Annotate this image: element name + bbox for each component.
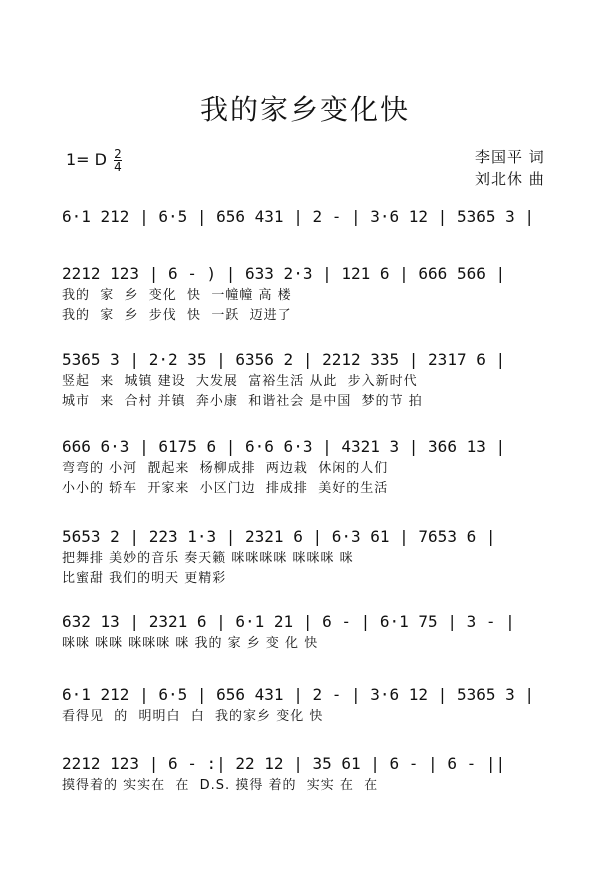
key-prefix: 1= D: [66, 150, 107, 169]
score-system: [62, 435, 550, 499]
note-line: 6·1 212 | 6·5 | 656 431 | 2 - | 3·6 12 | 5365 3 |: [62, 685, 535, 704]
time-denominator: 4: [114, 160, 122, 174]
score-system: [62, 348, 550, 412]
score-system: [62, 752, 550, 796]
note-line: 2212 123 | 6 - ) | 633 2·3 | 121 6 | 666 566 |: [62, 264, 506, 283]
lyric-line: 把舞排 美妙的音乐 奏天籁 咪咪咪咪 咪咪咪 咪: [62, 551, 354, 566]
lyric-line: 弯弯的 小河 靓起来 杨柳成排 两边栽 休闲的人们: [62, 461, 389, 476]
lyric-line: 看得见 的 明明白 白 我的家乡 变化 快: [62, 709, 324, 724]
key-signature: [66, 148, 122, 173]
time-numerator: 2: [114, 147, 122, 161]
score-system: [62, 525, 550, 589]
composer-credit: 刘北休 曲: [475, 170, 545, 188]
lyric-line: 城市 来 合村 并镇 奔小康 和谐社会 是中国 梦的节 拍: [62, 394, 423, 409]
lyric-line: 我的 家 乡 变化 快 一幢幢 高 楼: [62, 288, 292, 303]
lyric-line: 我的 家 乡 步伐 快 一跃 迈进了: [62, 308, 292, 323]
note-line: 632 13 | 2321 6 | 6·1 21 | 6 - | 6·1 75 | 3 - |: [62, 612, 515, 631]
note-line: 666 6·3 | 6175 6 | 6·6 6·3 | 4321 3 | 366 13 |: [62, 437, 506, 456]
score-system: [62, 262, 550, 326]
lyricist-credit: 李国平 词: [475, 148, 545, 166]
score-system: [62, 205, 550, 229]
lyric-line: 咪咪 咪咪 咪咪咪 咪 我的 家 乡 变 化 快: [62, 636, 319, 651]
time-signature: [114, 148, 122, 173]
lyric-line: 小小的 轿车 开家来 小区门边 排成排 美好的生活: [62, 481, 389, 496]
note-line: 2212 123 | 6 - :| 22 12 | 35 61 | 6 - | 6 - ||: [62, 754, 506, 773]
lyric-line: 摸得着的 实实在 在 D.S. 摸得 着的 实实 在 在: [62, 778, 379, 793]
lyric-line: 比蜜甜 我们的明天 更精彩: [62, 571, 227, 586]
note-line: 5365 3 | 2·2 35 | 6356 2 | 2212 335 | 2317 6 |: [62, 350, 506, 369]
lyric-line: 竖起 来 城镇 建设 大发展 富裕生活 从此 步入新时代: [62, 374, 418, 389]
song-title: 我的家乡变化快: [199, 93, 410, 126]
score-system: [62, 610, 550, 654]
note-line: 5653 2 | 223 1·3 | 2321 6 | 6·3 61 | 7653 6 |: [62, 527, 496, 546]
score-system: [62, 683, 550, 727]
note-line: 6·1 212 | 6·5 | 656 431 | 2 - | 3·6 12 | 5365 3 |: [62, 207, 535, 226]
